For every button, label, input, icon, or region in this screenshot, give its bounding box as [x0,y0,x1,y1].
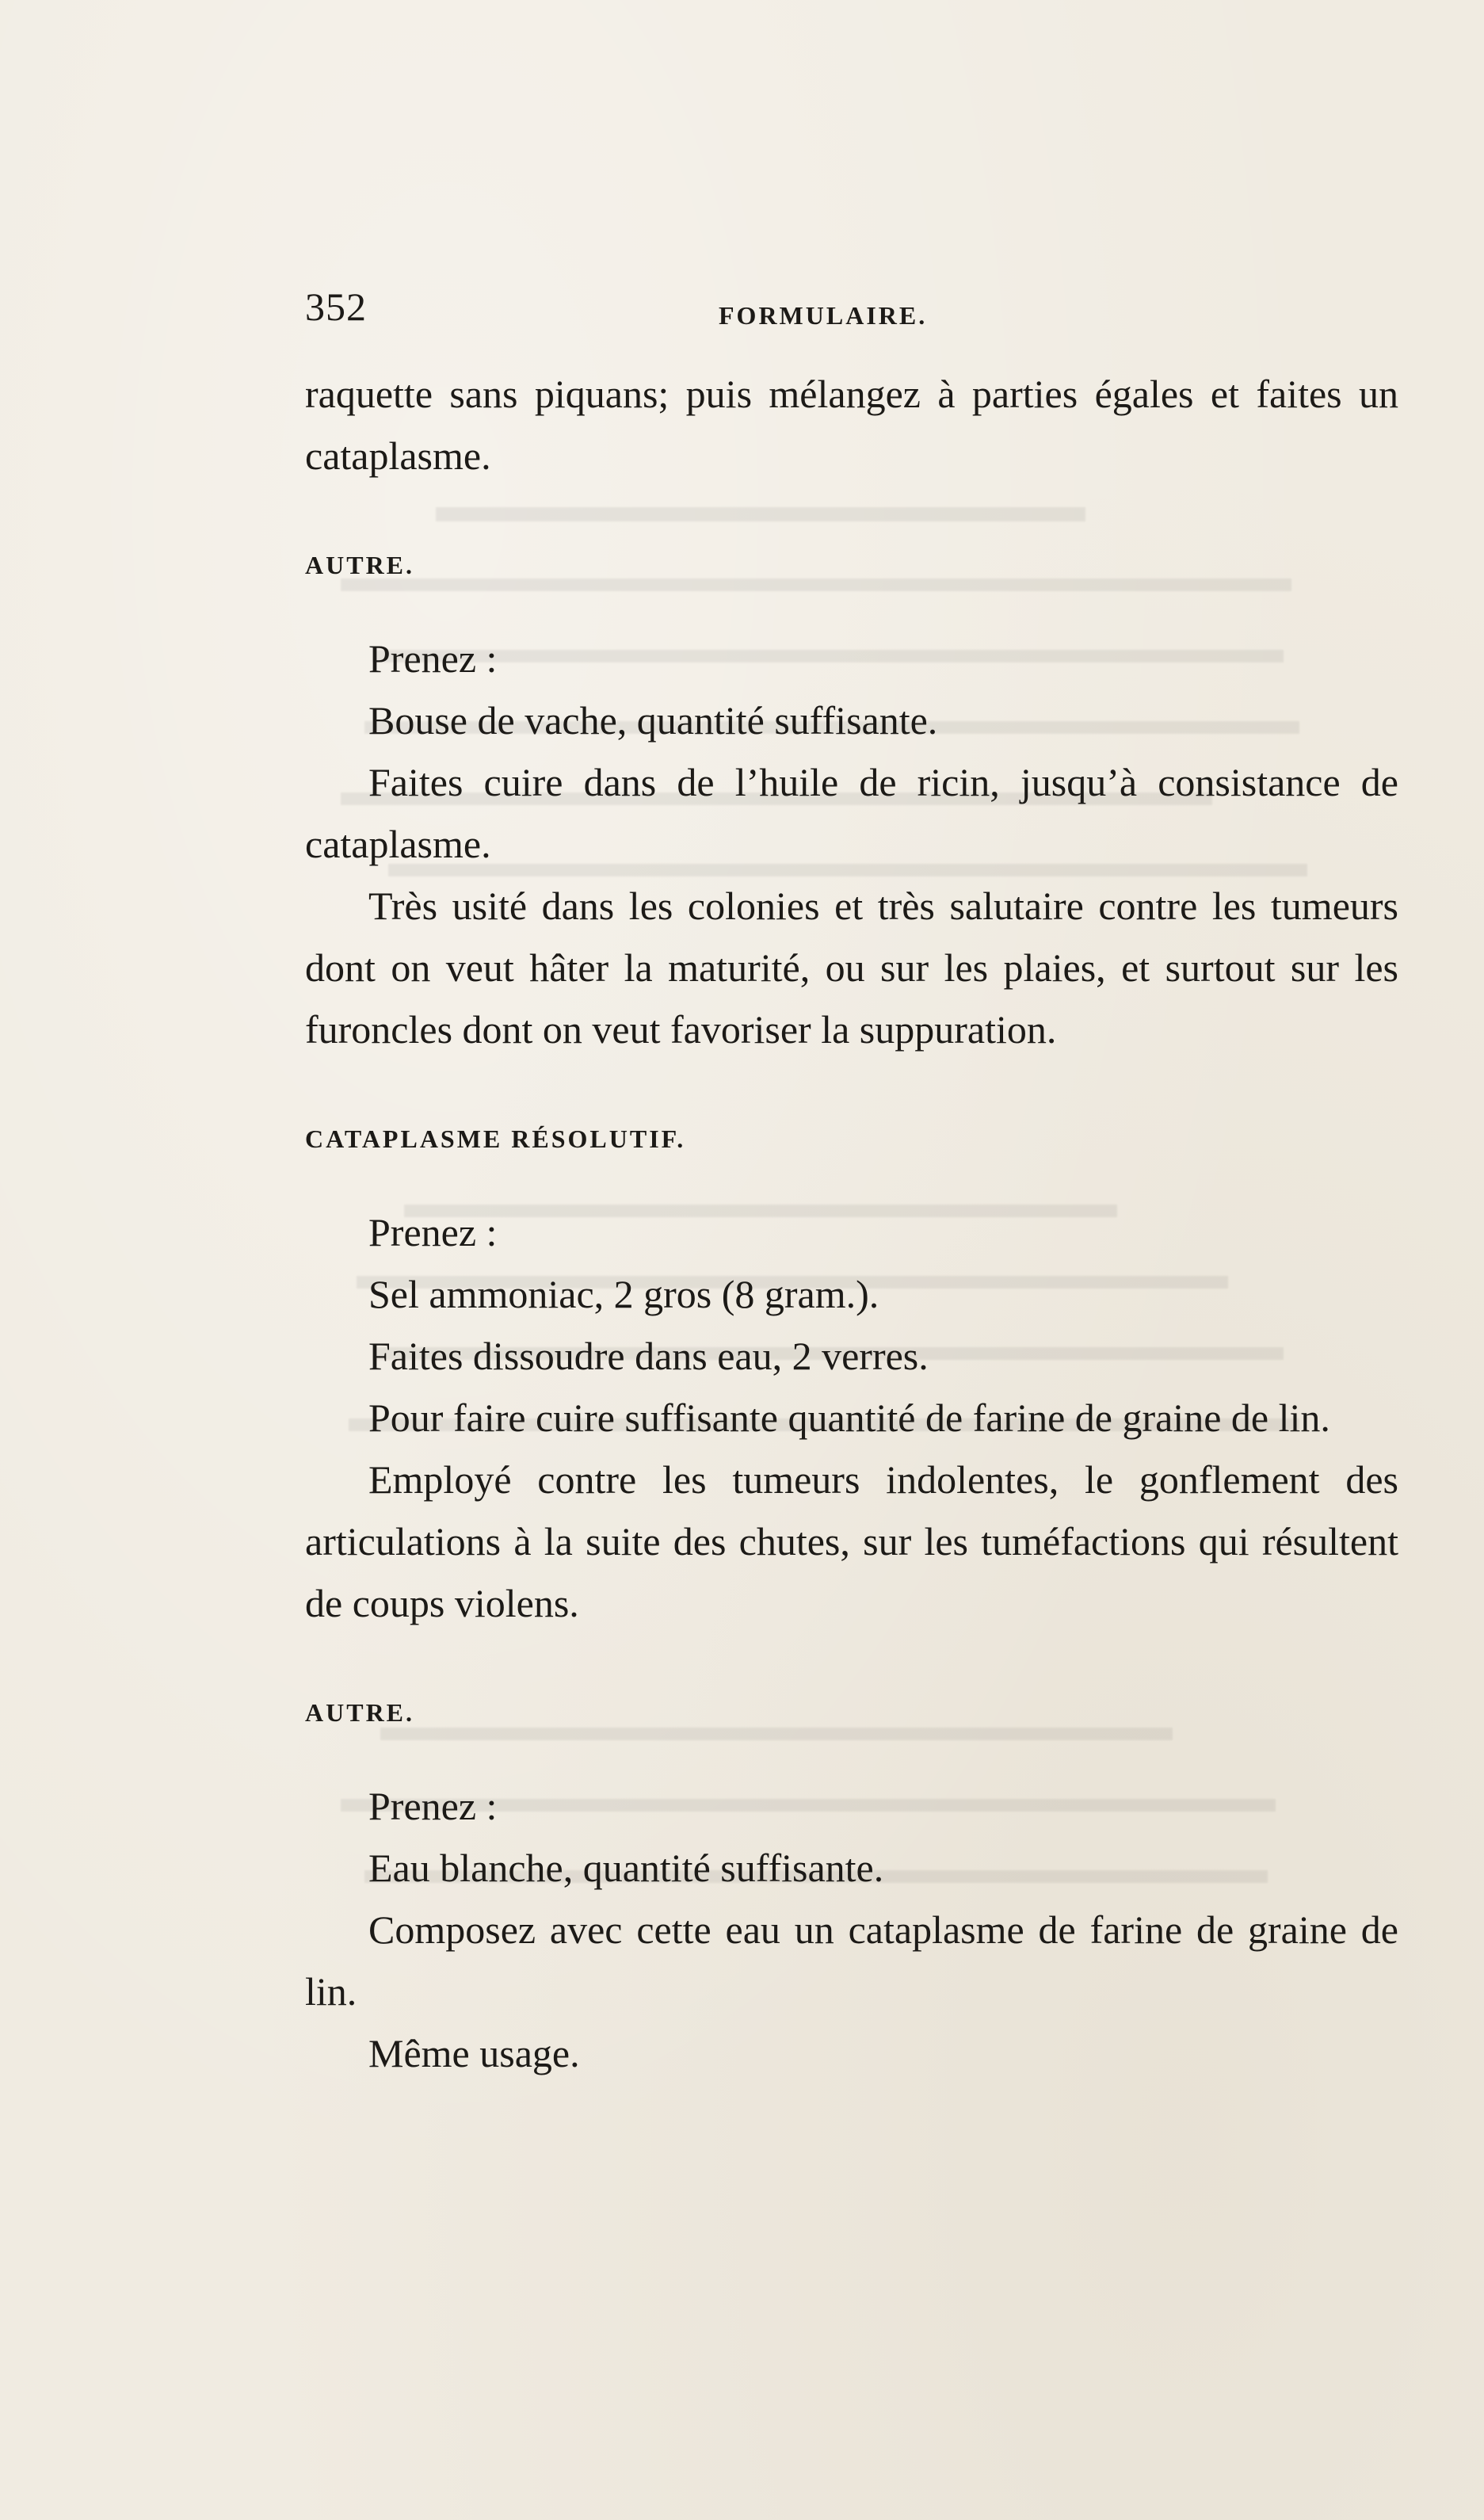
prenez-line: Prenez : [368,636,498,681]
ingredient-line: Sel ammoniac, 2 gros (8 gram.). [368,1272,879,1316]
section-heading-autre-2: AUTRE. [305,1698,415,1727]
continuation-paragraph: raquette sans piquans; puis mélangez à parties égales et faites un cataplasme. [305,372,1398,478]
method-paragraph: Composez avec cette eau un cataplasme de farine de graine de lin. [305,1907,1398,2014]
running-title: FORMULAIRE. [719,301,928,330]
page-body [305,363,1398,2084]
prenez-line: Prenez : [368,1210,498,1254]
section-heading-cataplasme-resolutif: CATAPLASME RÉSOLUTIF. [305,1124,686,1153]
usage-paragraph: Très usité dans les colonies et très salutaire contre les tumeurs dont on veut hâter la maturité, ou sur les plaies, et surtout sur les furoncles dont on veut favoriser la suppuration. [305,884,1398,1052]
method-line: Faites dissoudre dans eau, 2 verres. [368,1334,929,1378]
method-paragraph: Faites cuire dans de l’huile de ricin, jusqu’à consistance de cataplasme. [305,760,1398,866]
preparation-paragraph: Pour faire cuire suffisante quantité de farine de graine de lin. [368,1396,1330,1440]
page-header [305,284,1398,339]
usage-line: Même usage. [368,2031,580,2075]
ingredient-line: Eau blanche, quantité suffisante. [368,1846,884,1890]
section-heading-autre-1: AUTRE. [305,551,415,579]
usage-paragraph: Employé contre les tumeurs indolentes, le gonflement des articulations à la suite des chutes, sur les tuméfactions qui résultent de coups violens. [305,1457,1398,1625]
prenez-line: Prenez : [368,1784,498,1828]
ingredient-line: Bouse de vache, quantité suffisante. [368,698,938,743]
page-number: 352 [305,284,367,329]
